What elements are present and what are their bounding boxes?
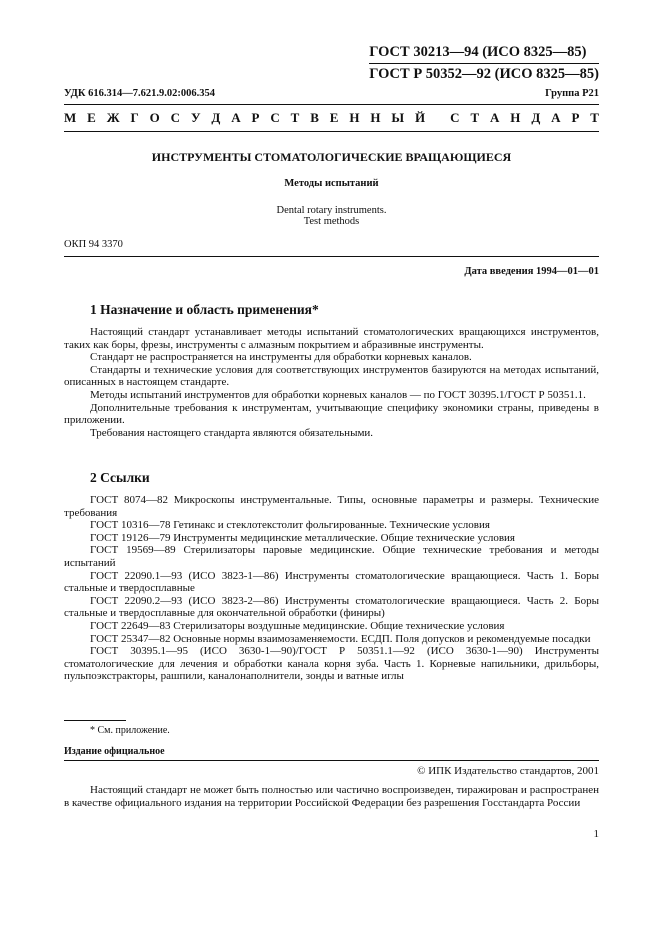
footnote-rule [64, 720, 126, 721]
reference-entry: ГОСТ 30395.1—95 (ИСО 3630-1—90)/ГОСТ Р 50351.1—92 (ИСО 3630-1—90) Инструменты стоматологические для лечения и обработки канала корня зуба. Часть 1. Корневые напильники, дрильборы, пульпоэкстракторы, рашпили, каналонаполнители, зонды и ватные иглы [64, 645, 599, 683]
section-1-paragraph: Настоящий стандарт устанавливает методы испытаний стоматологических вращающихся инструментов, таких как боры, фрезы, инструменты с алмазным покрытием и абразивные инструменты. [64, 326, 599, 351]
interstate-standard-heading [64, 110, 599, 126]
interstate-letter: В [310, 110, 319, 125]
interstate-letter: Н [349, 110, 360, 125]
reproduction-notice-text: Настоящий стандарт не может быть полностью или частично воспроизведен, тиражирован и распространен в качестве официального издания на территории Российской Федерации без разрешения Госстандарта России [64, 784, 599, 809]
reference-entry: ГОСТ 19126—79 Инструменты медицинские металлические. Общие технические условия [90, 531, 515, 544]
okp-rule [64, 256, 599, 257]
section-1-paragraph: Требования настоящего стандарта являются обязательными. [90, 426, 374, 439]
reference-entry: ГОСТ 10316—78 Гетинакс и стеклотекстолит фольгированные. Технические условия [90, 519, 490, 532]
header-rule-bottom [64, 131, 599, 132]
section-1-paragraph: Дополнительные требования к инструментам, учитывающие специфику экономики страны, приведены в приложении. [64, 401, 599, 427]
footnote: * См. приложение. [90, 725, 170, 736]
interstate-letter: С [450, 110, 460, 125]
interstate-letter: Е [87, 110, 96, 125]
edition-label: Издание официальное [64, 746, 165, 757]
section-1-paragraph: Стандарты и технические условия для соответствующих инструментов базируются на методах испытаний, описанных в настоящем стандарте. [64, 363, 599, 389]
interstate-letter: Р [571, 110, 580, 125]
reference-entry: ГОСТ 22649—83 Стерилизаторы воздушные медицинские. Общие технические условия [90, 619, 505, 632]
standard-codes [369, 44, 599, 83]
interstate-letter: С [270, 110, 280, 125]
section-1-body [64, 326, 599, 439]
interstate-letter: Д [531, 110, 541, 125]
interstate-letter: С [170, 110, 181, 125]
header-rule-top [64, 104, 599, 105]
group-code: Группа Р21 [545, 88, 599, 99]
copyright: © ИПК Издательство стандартов, 2001 [417, 765, 599, 777]
interstate-letter: Р [251, 110, 260, 125]
document-title: ИНСТРУМЕНТЫ СТОМАТОЛОГИЧЕСКИЕ ВРАЩАЮЩИЕСЯ [151, 150, 512, 164]
interstate-letter: Н [370, 110, 381, 125]
interstate-letter: Т [470, 110, 480, 125]
interstate-letter: А [490, 110, 500, 125]
interstate-letter: У [190, 110, 201, 125]
english-title-line-1: Dental rotary instruments. [276, 205, 387, 216]
section-1-paragraph: Методы испытаний инструментов для обработки корневых каналов — по ГОСТ 30395.1/ГОСТ Р 50351.1. [90, 388, 586, 401]
standard-code-gost: ГОСТ 30213—94 (ИСО 8325—85) [369, 44, 599, 64]
interstate-letter: О [149, 110, 160, 125]
interstate-letter: Ж [106, 110, 120, 125]
interstate-letter: А [231, 110, 241, 125]
document-subtitle: Методы испытаний [284, 178, 379, 189]
page-number: 1 [593, 828, 599, 840]
interstate-letter: А [551, 110, 561, 125]
interstate-letter: Т [290, 110, 300, 125]
interstate-letter: Т [590, 110, 599, 125]
reference-entry: ГОСТ 19569—89 Стерилизаторы паровые медицинские. Общие технические требования и методы испытаний [64, 544, 599, 569]
section-2-body [64, 494, 599, 683]
english-title-line-2: Test methods [303, 216, 360, 227]
interstate-letter: Й [415, 110, 426, 125]
section-1-paragraph: Стандарт не распространяется на инструменты для обработки корневых каналов. [90, 351, 472, 364]
english-title [64, 205, 599, 227]
interstate-letter: Н [510, 110, 521, 125]
reference-entry: ГОСТ 8074—82 Микроскопы инструментальные. Типы, основные параметры и размеры. Технические требования [64, 494, 599, 519]
interstate-letter: Е [329, 110, 339, 125]
standard-code-gost-r: ГОСТ Р 50352—92 (ИСО 8325—85) [369, 66, 599, 82]
reference-entry: ГОСТ 22090.1—93 (ИСО 3823-1—86) Инструменты стоматологические вращающиеся. Часть 1. Боры стальные и твердосплавные [64, 569, 599, 595]
reference-entry: ГОСТ 22090.2—93 (ИСО 3823-2—86) Инструменты стоматологические вращающиеся. Часть 2. Боры стальные и твердосплавные для окончательной обработки (финиры) [64, 594, 599, 620]
udc-code: УДК 616.314—7.621.9.02:006.354 [64, 88, 215, 99]
section-1-title: 1 Назначение и область применения* [90, 302, 319, 317]
interstate-letter: Ы [391, 110, 405, 125]
edition-rule [64, 760, 599, 761]
interstate-letter: М [64, 110, 77, 125]
interstate-letter: Д [211, 110, 221, 125]
interstate-letter [436, 110, 439, 126]
reference-entry: ГОСТ 25347—82 Основные нормы взаимозаменяемости. ЕСДП. Поля допусков и рекомендуемые посадки [90, 632, 591, 645]
introduction-date: Дата введения 1994—01—01 [464, 266, 599, 277]
section-2-title: 2 Ссылки [90, 470, 150, 485]
reproduction-notice [64, 784, 599, 809]
interstate-letter: Г [130, 110, 139, 125]
okp-code: ОКП 94 3370 [64, 239, 123, 250]
